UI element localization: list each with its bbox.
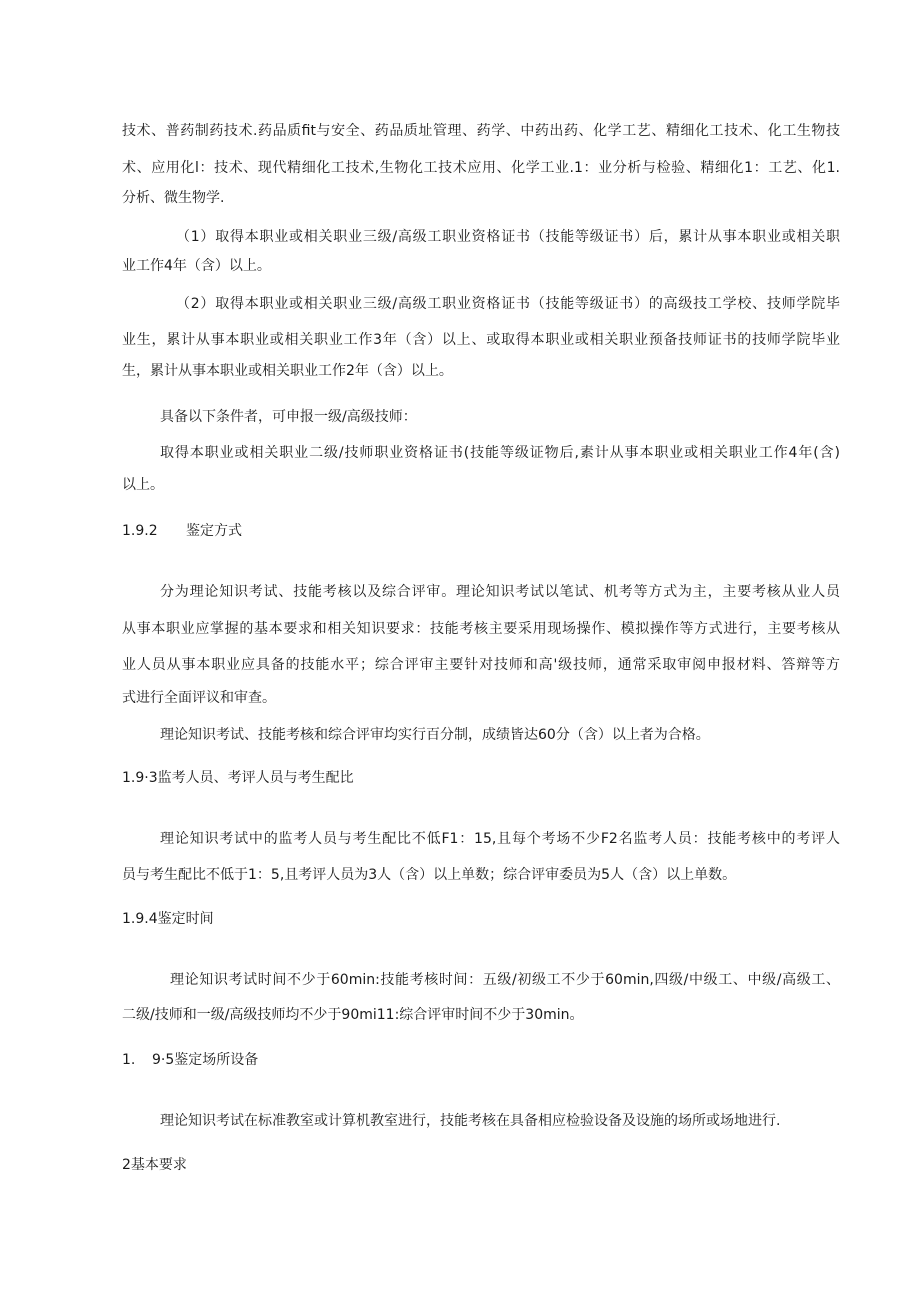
section-1-9-4-line-2: 二级/技师和一级/高级技师均不少于90mi11:综合评审时间不少于30min。: [122, 1007, 584, 1023]
section-1-9-4-heading: 1.9.4鉴定时间: [122, 911, 214, 927]
condition-2-line-3: 生，累计从事本职业或相关职业工作2年（含）以上。: [122, 363, 453, 379]
condition-2-line-1: （2）取得本职业或相关职业三级/高级工职业资格证书（技能等级证书）的高级技工学校、技师学院毕: [176, 296, 840, 312]
section-1-9-2-p2: 理论知识考试、技能考核和综合评审均实行百分制，成绩皆达60分（含）以上者为合格。: [160, 727, 710, 743]
condition-1-line-2: 业工作4年（含）以上。: [122, 258, 271, 274]
section-1-9-2-p1-line-2: 从事本职业应掌握的基本要求和相关知识要求：技能考核主要采用现场操作、模拟操作等方式进行，主要考核从: [122, 621, 840, 637]
section-1-9-2-number: 1.9.2: [122, 523, 158, 539]
section-1-9-2-title: 鉴定方式: [186, 523, 242, 539]
section-2-heading: 2基本要求: [122, 1157, 187, 1173]
level-1-intro: 具备以下条件者，可申报一级/高级技师：: [160, 409, 417, 425]
condition-2-line-2: 业生，累计从事本职业或相关职业工作3年（含）以上、或取得本职业或相关职业预备技师证书的技师学院毕业: [122, 332, 840, 348]
section-1-9-2-p1-line-3: 业人员从事本职业应具备的技能水平；综合评审主要针对技师和高'级技师，通常采取审阅申报材料、答辩等方: [122, 657, 840, 673]
intro-line-2: 术、应用化l：技术、现代精细化工技术,生物化工技术应用、化学工业.1：业分析与检验、精细化1：工艺、化1.: [122, 160, 840, 176]
section-1-9-3-line-2: 员与考生配比不低于1：5,且考评人员为3人（含）以上单数；综合评审委员为5人（含）以上单数。: [122, 867, 737, 883]
level-1-line-2: 以上。: [122, 477, 164, 493]
section-1-9-5-title: 9·5鉴定场所设备: [152, 1052, 259, 1068]
condition-1-line-1: （1）取得本职业或相关职业三级/高级工职业资格证书（技能等级证书）后，累计从事本职业或相关职: [176, 229, 840, 245]
section-1-9-3-line-1: 理论知识考试中的监考人员与考生配比不低F1：15,且每个考场不少F2名监考人员：技能考核中的考评人: [160, 831, 840, 847]
section-1-9-5-line-1: 理论知识考试在标准教室或计算机教室进行，技能考核在具备相应检验设备及设施的场所或场地进行.: [160, 1113, 781, 1129]
intro-line-1: 技术、普药制药技术.药品质fit与安全、药品质址管理、药学、中药出药、化学工艺、精细化工技术、化工生物技: [122, 123, 840, 139]
section-1-9-3-heading: 1.9·3监考人员、考评人员与考生配比: [122, 770, 354, 786]
section-1-9-2-p1-line-4: 式进行全面评议和审查。: [122, 690, 276, 706]
section-1-9-4-line-1: 理论知识考试时间不少于60min:技能考核时间：五级/初级工不少于60min,四级/中级工、中级/高级工、: [170, 972, 840, 988]
section-1-9-2-p1-line-1: 分为理论知识考试、技能考核以及综合评审。理论知识考试以笔试、机考等方式为主，主要考核从业人员: [160, 584, 840, 600]
intro-line-3: 分析、微生物学.: [122, 190, 225, 206]
section-1-9-5-number: 1.: [122, 1052, 136, 1068]
level-1-line-1: 取得本职业或相关职业二级/技师职业资格证书(技能等级证物后,素计从事本职业或相关职业工作4年(含): [160, 445, 840, 461]
